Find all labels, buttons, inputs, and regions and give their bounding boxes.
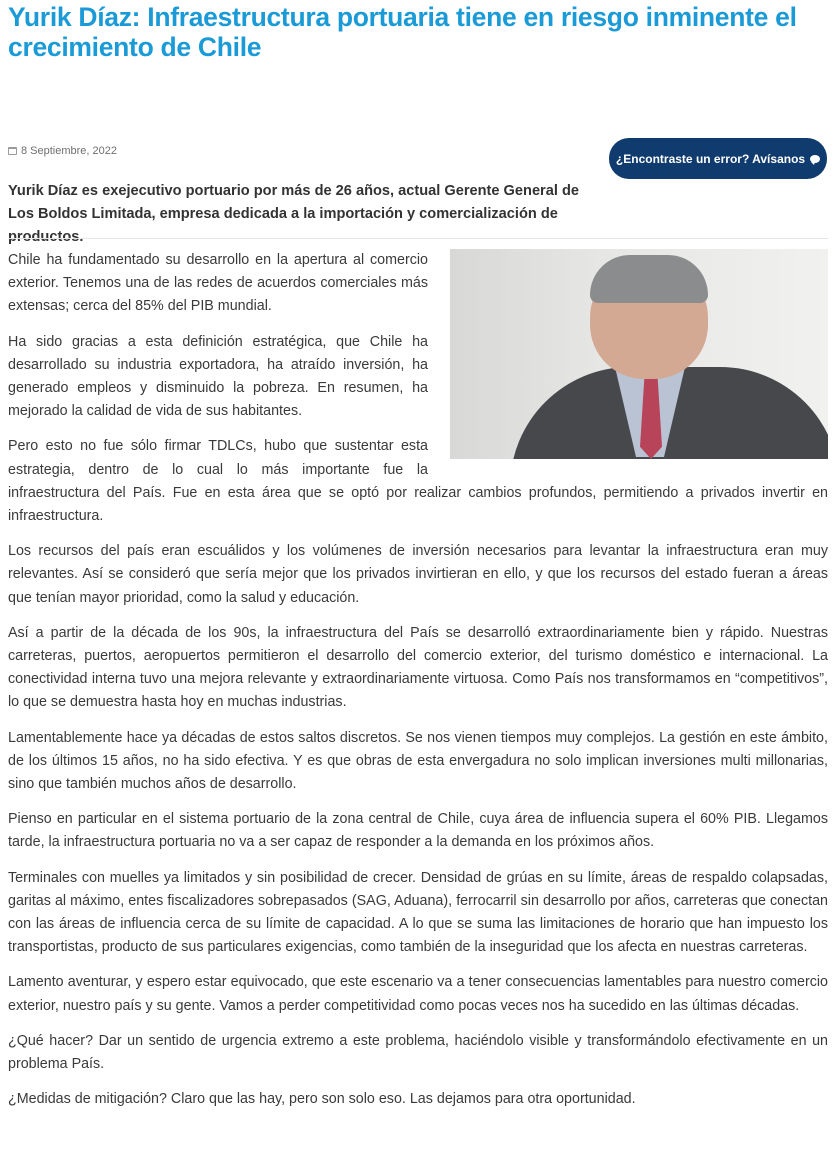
photo-hair xyxy=(590,255,708,303)
paragraph: Pienso en particular en el sistema portuario de la zona central de Chile, cuya área de influencia supera el 60% PIB. Llegamos tarde, la infraestructura portuaria no va a ser capaz de responder a la demanda en los próximos años. xyxy=(8,811,828,851)
paragraph: Chile ha fundamentado su desarrollo en la apertura al comercio exterior. Tenemos una de las redes de acuerdos comerciales más extensas; cerca del 85% del PIB mundial. xyxy=(8,252,428,315)
paragraph: Lamento aventurar, y espero estar equivocado, que este escenario va a tener consecuencias lamentables para nuestro comercio exterior, nuestro país y su gente. Vamos a perder competitividad como pocas veces nos ha sucedido en las últimas décadas. xyxy=(8,974,828,1014)
paragraph: Así a partir de la década de los 90s, la infraestructura del País se desarrolló extraordinariamente bien y rápido. Nuestras carreteras, puertos, aeropuertos permitieron el desarrollo del comercio exterior, del turismo doméstico e internacional. La conectividad interna tuvo una mejora relevante y extraordinariamente virtuosa. Como País nos transformamos en “competitivos”, lo que se demuestra hasta hoy en muchas industrias. xyxy=(8,624,828,711)
paragraph: ¿Qué hacer? Dar un sentido de urgencia extremo a este problema, haciéndolo visible y transformándolo efectivamente en un problema País. xyxy=(8,1032,828,1073)
paragraph: Lamentablemente hace ya décadas de estos saltos discretos. Se nos vienen tiempos muy complejos. La gestión en este ámbito, de los últimos 15 años, no ha sido efectiva. Y es que obras de esta envergadura no solo implican inversiones multi millonarias, sino que también muchos años de desarrollo. xyxy=(8,729,828,793)
article-lead: Yurik Díaz es exejecutivo portuario por más de 26 años, actual Gerente General de Los Boldos Limitada, empresa dedicada a la importación y comercialización de productos. xyxy=(8,183,579,245)
report-error-button[interactable] xyxy=(609,138,827,179)
calendar-icon xyxy=(8,147,17,155)
article-date xyxy=(8,145,117,157)
divider xyxy=(8,238,828,239)
paragraph: Los recursos del país eran escuálidos y los volúmenes de inversión necesarios para levantar la infraestructura eran muy relevantes. Así se consideró que sería mejor que los privados invirtieran en ello, y que los recursos del estado fueran a áreas que tenían mayor prioridad, como la salud y educación. xyxy=(8,543,828,606)
comment-icon xyxy=(810,155,820,163)
article-body xyxy=(8,249,828,1124)
date-text: 8 Septiembre, 2022 xyxy=(21,145,118,157)
article-title: Yurik Díaz: Infraestructura portuaria tiene en riesgo inminente el crecimiento de Chile xyxy=(8,2,797,62)
paragraph: ¿Medidas de mitigación? Claro que las hay, pero son solo eso. Las dejamos para otra oportunidad. xyxy=(8,1091,636,1108)
paragraph: Ha sido gracias a esta definición estratégica, que Chile ha desarrollado su industria exportadora, ha atraído inversión, ha generado empleos y disminuido la pobreza. En resumen, ha mejorado la calidad de vida de sus habitantes. xyxy=(8,333,428,420)
report-error-label: ¿Encontraste un error? Avísanos xyxy=(615,151,806,166)
paragraph: Terminales con muelles ya limitados y sin posibilidad de crecer. Densidad de grúas en su límite, áreas de respaldo colapsadas, garitas al máximo, entes fiscalizadores sobrepasados (SAG, Aduana), ferrocarril sin desarrollo por años, carreteras que conectan con las áreas de influencia cerca de su límite de capacidad. A lo que se suma las limitaciones de horario que han impuesto los transportistas, producto de sus particulares exigencias, como también de la inseguridad que los afecta en nuestras carreteras. xyxy=(8,869,828,956)
paragraph: Pero esto no fue sólo firmar TDLCs, hubo que sustentar esta estrategia, dentro de lo cual lo más importante fue la infraestructura del País. Fue en esta área que se optó por realizar cambios profundos, permitiendo a privados invertir en infraestructura. xyxy=(8,438,828,525)
author-photo xyxy=(450,249,828,459)
